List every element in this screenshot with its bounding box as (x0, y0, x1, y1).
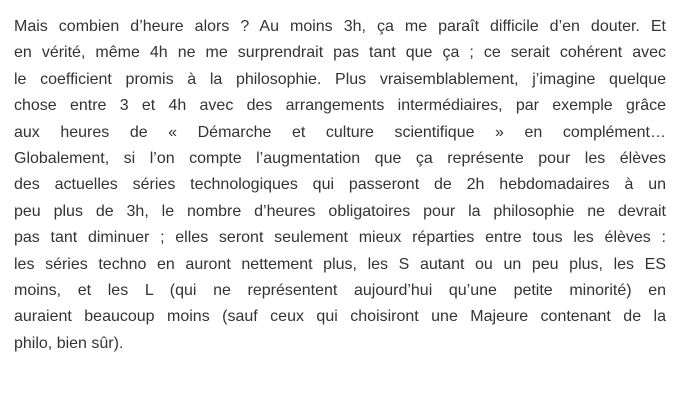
text-line-8: peu plus de 3h, le nombre d’heures obligatoires pour la philosophie ne devrait (14, 202, 666, 220)
text-line-7: des actuelles séries technologiques qui passeront de 2h hebdomadaires à un (14, 176, 666, 194)
text-line-6: Globalement, si l’on compte l’augmentation que ça représente pour les élèves (14, 149, 666, 167)
text-line-2: en vérité, même 4h ne me surprendrait pas tant que ça ; ce serait cohérent avec (14, 44, 666, 62)
text-line-9: pas tant diminuer ; elles seront seulement mieux réparties entre tous les élèves : (14, 229, 666, 247)
text-line-3: le coefficient promis à la philosophie. Plus vraisemblablement, j’imagine quelque (14, 70, 666, 88)
text-line-10: les séries techno en auront nettement plus, les S autant ou un peu plus, les ES (14, 255, 666, 273)
text-line-11: moins, et les L (qui ne représentent aujourd’hui qu’une petite minorité) en (14, 281, 666, 299)
text-line-4: chose entre 3 et 4h avec des arrangements intermédiaires, par exemple grâce (14, 97, 666, 115)
text-line-5: aux heures de « Démarche et culture scientifique » en complément… (14, 123, 666, 141)
text-line-13: philo, bien sûr). (14, 334, 124, 352)
text-line-12: auraient beaucoup moins (sauf ceux qui choisiront une Majeure contenant de la (14, 308, 666, 326)
text-line-1: Mais combien d’heure alors ? Au moins 3h, ça me paraît difficile d’en douter. Et (14, 18, 666, 35)
body-paragraph (14, 14, 666, 357)
